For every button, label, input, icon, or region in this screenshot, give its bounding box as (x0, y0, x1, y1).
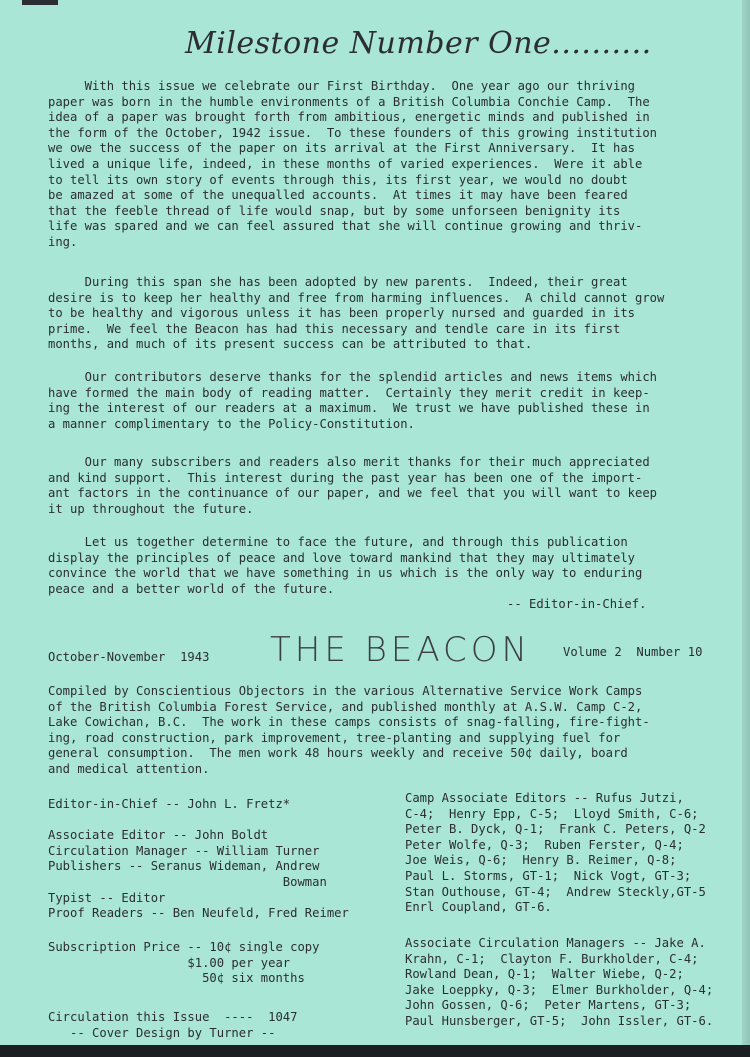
paragraph-2: During this span she has been adopted by new parents. Indeed, their great desire is to keep her healthy and free from harming influences. A child cannot grow to be healthy and vigorous unless it has been properly nursed and guarded in its prime. We feel the Beacon has had this necessary and tendle care in its first months, and much of its present success can be attributed to that. (48, 275, 665, 352)
publication-description: Compiled by Conscientious Objectors in the various Alternative Service Work Camps of the British Columbia Forest Service, and published monthly at A.S.W. Camp C-2, Lake Cowichan, B.C. The work in these camps consists of snag-falling, fire-fight- ing, road construction, park improvement, tree-planting and supplying fuel for general consumption. The men work 48 hours weekly and receive 50¢ daily, board and medical attention. (48, 684, 650, 776)
masthead-date: October-November 1943 (48, 650, 210, 664)
circulation-info: Circulation this Issue ---- 1047 -- Cover Design by Turner -- (48, 1010, 298, 1040)
paragraph-4: Our many subscribers and readers also merit thanks for their much appreciated and kind support. This interest during the past year has been one of the import- ant factors in the continuance of our paper, and we feel that you will want to keep it up throughout the future. (48, 455, 658, 516)
signature: -- Editor-in-Chief. (507, 597, 647, 611)
paragraph-3: Our contributors deserve thanks for the splendid articles and news items which have formed the main body of reading matter. Certainly they merit credit in keep- ing the interest of our readers at a maximum. We trust we have published these in a manner complimentary to the Policy-Constitution. (48, 370, 658, 431)
camp-associate-editors: Camp Associate Editors -- Rufus Jutzi, C-4; Henry Epp, C-5; Lloyd Smith, C-6; Peter B. Dyck, Q-1; Frank C. Peters, Q-2 Peter Wolfe, Q-3; Ruben Ferster, Q-4; Joe Weis, Q-6; Henry B. Reimer, Q-8; Paul L. Storms, GT-1; Nick Vogt, GT-3; Stan Outhouse, GT-4; Andrew Steckly,GT-5 Enrl Coupland, GT-6. (405, 791, 706, 915)
paragraph-5: Let us together determine to face the future, and through this publication display the principles of peace and love toward mankind that they may ultimately convince the world that we have something in us which is the only way to enduring peace and a better world of the future. (48, 535, 643, 596)
masthead-name: THE BEACON (270, 630, 531, 670)
bottom-band (0, 1045, 750, 1057)
article-title: Milestone Number One.......... (185, 26, 652, 61)
subscription-price: Subscription Price -- 10¢ single copy $1.00 per year 50¢ six months (48, 940, 320, 986)
associate-circulation-managers: Associate Circulation Managers -- Jake A. Krahn, C-1; Clayton F. Burkholder, C-4; Rowland Dean, Q-1; Walter Wiebe, Q-2; Jake Loeppky, Q-3; Elmer Burkholder, Q-4; John Gossen, Q-6; Peter Martens, GT-3; Paul Hunsberger, GT-5; John Issler, GT-6. (405, 936, 714, 1028)
top-mark (22, 0, 58, 5)
staff-list: Editor-in-Chief -- John L. Fretz* Associate Editor -- John Boldt Circulation Manager -- William Turner Publishers -- Seranus Wideman, Andrew Bowman Typist -- Editor Proof Readers -- Ben Neufeld, Fred Reimer (48, 797, 349, 921)
paragraph-1: With this issue we celebrate our First Birthday. One year ago our thriving paper was born in the humble environments of a British Columbia Conchie Camp. The idea of a paper was brought forth from ambitious, energetic minds and published in the form of the October, 1942 issue. To these founders of this growing institution we owe the success of the paper on its arrival at the First Anniversary. It has lived a unique life, indeed, in these months of varied experiences. Were it able to tell its own story of events through this, its first year, we would no doubt be amazed at some of the unequalled accounts. At times it may have been feared that the feeble thread of life would snap, but by some unforseen benignity its life was spared and we can feel assured that she will continue growing and thriv- ing. (48, 79, 658, 249)
page-edge-shadow (742, 0, 750, 1057)
masthead-volume: Volume 2 Number 10 (563, 645, 703, 659)
